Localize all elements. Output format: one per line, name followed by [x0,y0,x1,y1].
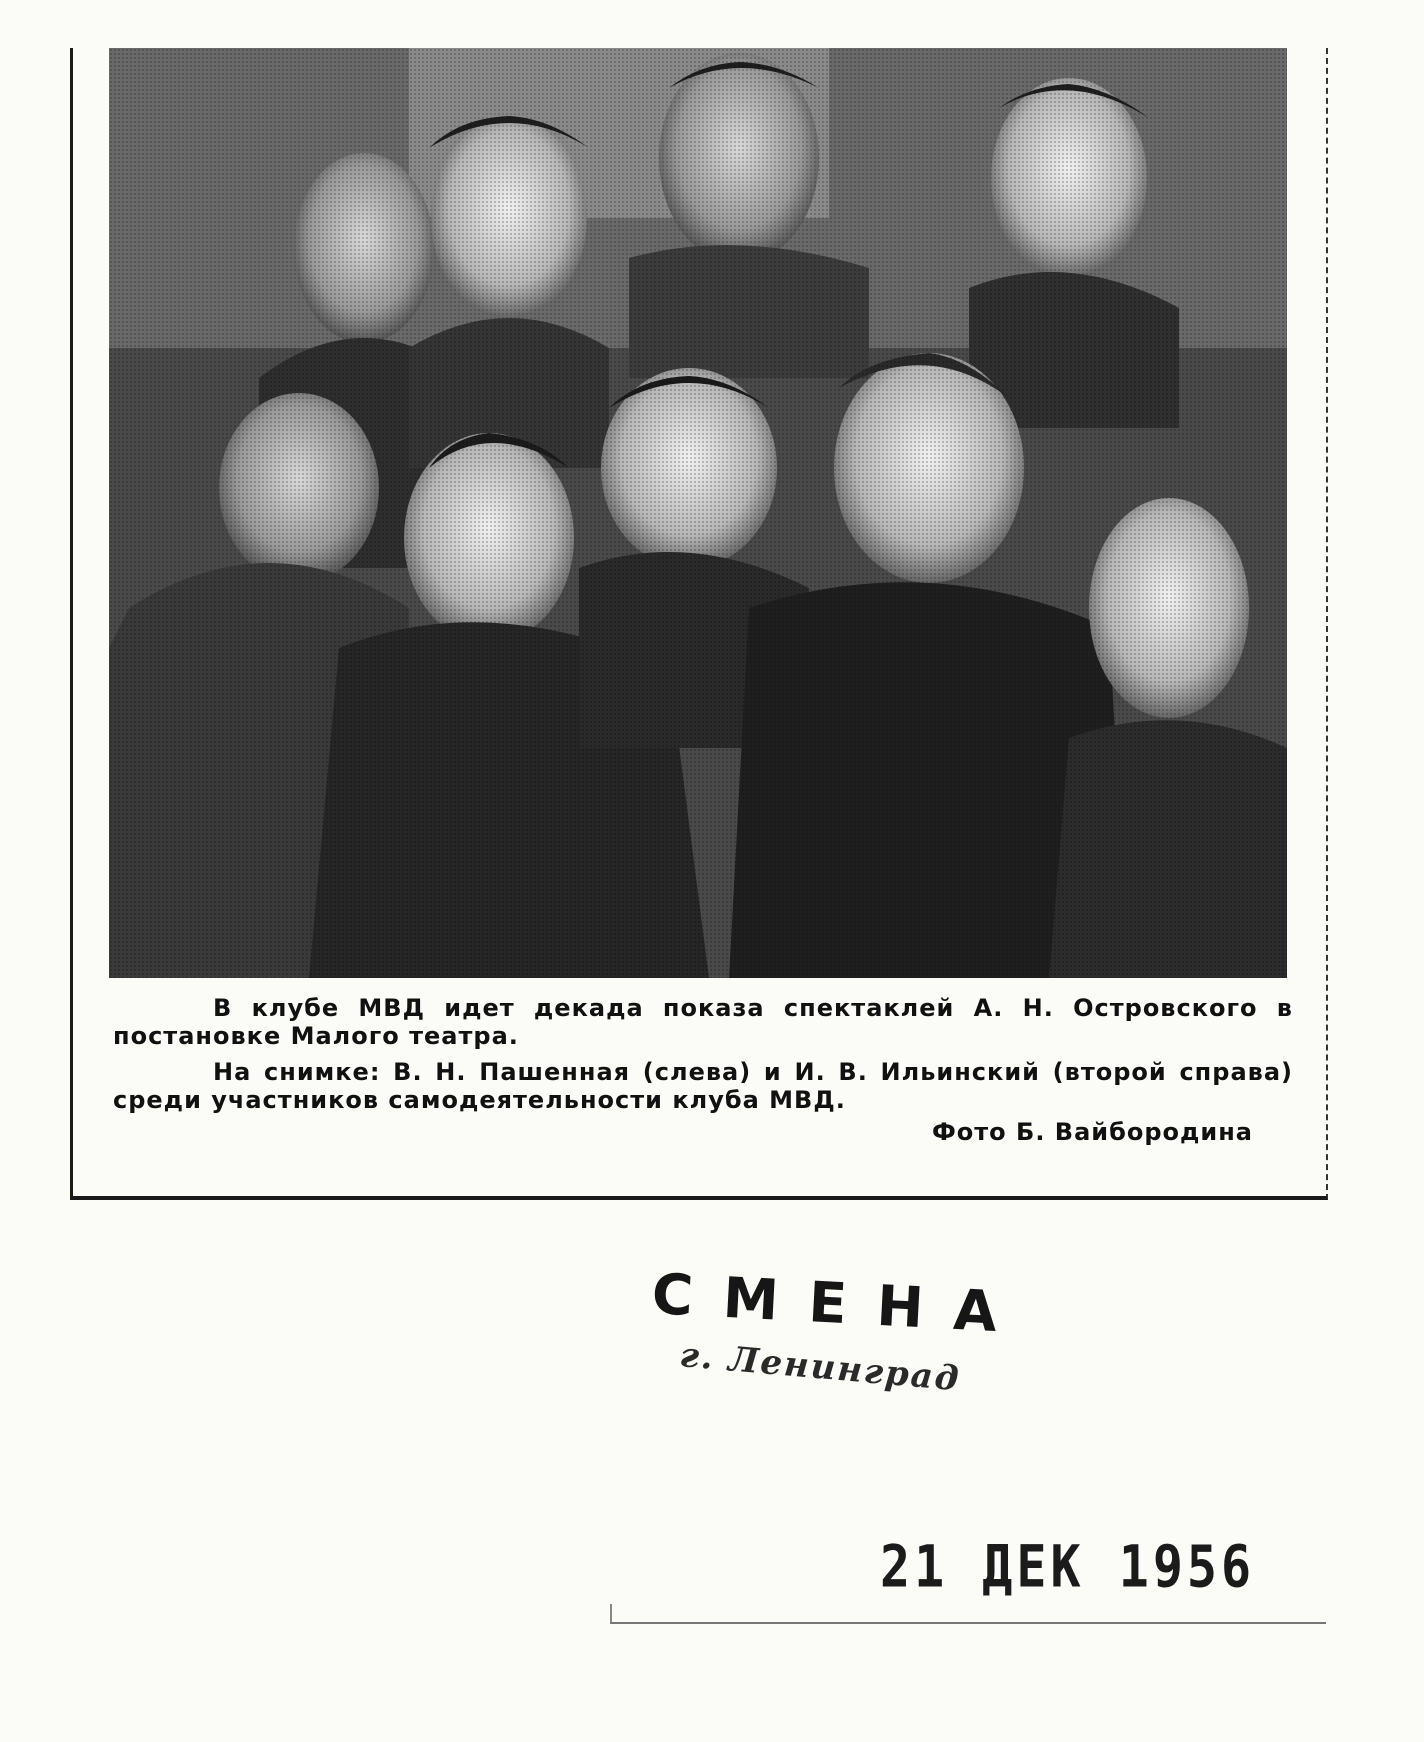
photo-credit: Фото Б. Вайбородина [931,1118,1253,1146]
newspaper-stamp-title: СМЕНА [650,1262,1029,1347]
caption-paragraph-2: На снимке: В. Н. Пашенная (слева) и И. В. Ильинский (второй справа) среди участников самодеятельности клуба МВД. [113,1058,1293,1114]
caption-paragraph-1: В клубе МВД идет декада показа спектаклей А. Н. Островского в постановке Малого театра. [113,994,1293,1050]
photo-caption [113,994,1293,1146]
date-line-tick [610,1604,612,1624]
date-stamp: 21 ДЕК 1956 [880,1533,1256,1601]
group-photo [109,48,1287,978]
date-underline [610,1622,1326,1624]
newspaper-clipping [70,48,1328,1200]
newspaper-stamp-city: г. Ленинград [678,1335,963,1400]
